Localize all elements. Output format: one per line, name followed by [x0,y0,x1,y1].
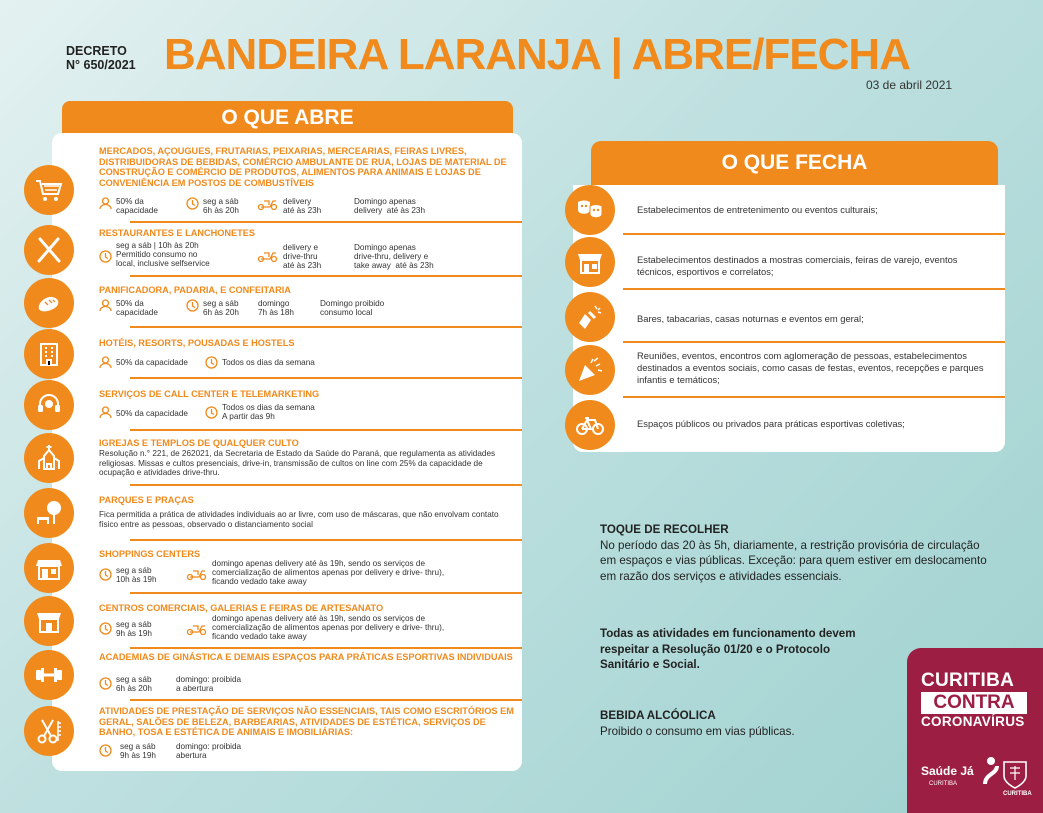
row-title: RESTAURANTES E LANCHONETES [99,228,256,238]
open-row-markets [52,133,522,223]
capacity-chip [99,406,188,419]
champagne-bottle-icon [565,292,615,342]
clock-icon [99,568,112,581]
publish-date: 03 de abril 2021 [866,78,953,92]
open-row-shoppings [52,541,522,594]
close-text: Espaços públicos ou privados para práticas esportivas coletivas; [637,418,905,429]
chip-text: Domingo proibido consumo local [320,299,385,317]
open-row-churches [52,431,522,486]
chip-text: 50% da capacidade [116,197,158,215]
dumbbell-icon [24,650,74,700]
chip-text: 50% da capacidade [116,409,188,418]
capacity-chip [99,299,158,317]
open-heading: O QUE ABRE [62,101,513,135]
close-row-entertainment [573,185,1005,235]
person-icon [99,356,112,369]
row-title: PANIFICADORA, PADARIA, E CONFEITARIA [99,285,291,295]
clock-icon [99,744,112,757]
bread-icon [24,278,74,328]
row-title: MERCADOS, AÇOUGUES, FRUTARIAS, PEIXARIAS, MERCEARIAS, FEIRAS LIVRES, DISTRIBUIDORAS DE BEBIDAS, COMÉRCIO AMBULANTE DE RUA, LOJAS DE MATERIAL DE CONSTRUÇÃO E COMÉRCIO DE PRODUTOS, ALIMENTOS PARA ANIMAIS E LOJAS DE CONVENIÊNCIA EM POSTOS DE COMBUSTÍVEIS [99,146,507,188]
clock-icon [99,622,112,635]
city-name: CURITIBA [1003,791,1032,797]
clock-icon [205,356,218,369]
market-stall-icon [24,596,74,646]
city-crest-icon [1001,758,1029,790]
curfew-text: No período das 20 às 5h, diariamente, a restrição provisória de circulação em espaços e vias públicas. Exceção: para quem estiver em deslocamento em razão dos serviços e atividades essenciais. [600,538,987,583]
bicycle-icon [565,400,615,450]
clock-icon [205,406,218,419]
open-row-callcenter [52,379,522,431]
fork-knife-icon [24,225,74,275]
row-title: HOTÉIS, RESORTS, POUSADAS E HOSTELS [99,338,295,348]
row-title: ATIVIDADES DE PRESTAÇÃO DE SERVIÇOS NÃO ESSENCIAIS, TAIS COMO ESCRITÓRIOS EM GERAL, SALÕES DE BELEZA, BARBEARIAS, ATIVIDADES DE ESTÉTICA, SERVIÇOS DE BANHO, TOSA E ESTÉTICA DE ANIMAIS E IMOBILIÁRIAS: [99,706,514,737]
storefront-icon [24,543,74,593]
park-bench-icon [24,488,74,538]
alcohol-title: BEBIDA ALCÓOLICA [600,709,716,722]
decree-id: N° 650/2021 [66,58,136,72]
scooter-icon [186,622,208,635]
delivery-chip [257,197,321,215]
row-title: IGREJAS E TEMPLOS DE QUALQUER CULTO [99,438,299,448]
hours-chip [99,620,152,638]
chip-text: seg a sáb 10h às 19h [116,566,157,584]
sunday-chip [354,197,425,215]
close-row-sports [573,398,1005,452]
church-icon [24,433,74,483]
open-row-galleries [52,594,522,649]
capacity-chip [99,356,188,369]
chip-text: Todos os dias da semana [222,358,315,367]
saude-ja-logo: Saúde Já [921,764,974,778]
hours-chip [99,241,210,268]
delivery-chip [257,243,321,270]
hours-chip [99,742,156,760]
badge-line1: CURITIBA [921,670,1015,691]
chip-text: seg a sáb 6h às 20h [203,299,239,317]
headset-icon [24,380,74,430]
curfew-block [600,522,990,584]
close-text: Bares, tabacarias, casas noturnas e eventos em geral; [637,313,864,324]
alcohol-block [600,708,890,739]
open-panel [52,133,522,771]
chip-text: 50% da capacidade [116,358,188,367]
chip-text: 50% da capacidade [116,299,158,317]
storefront-icon [565,237,615,287]
hours-chip [205,356,315,369]
person-logo-icon [983,756,999,786]
scooter-icon [257,197,279,210]
notice-text: Todas as atividades em funcionamento devem respeitar a Resolução 01/20 e o Protocolo Sanitário e Social. [600,627,856,671]
close-text: Reuniões, eventos, encontros com aglomeração de pessoas, estabelecimentos destinados a eventos sociais, como casas de festas, eventos, recepções e parques infantis e temáticos; [637,350,984,385]
building-icon [24,329,74,379]
curfew-title: TOQUE DE RECOLHER [600,523,729,536]
chip-text: seg a sáb 9h às 19h [120,742,156,760]
clock-icon [186,299,199,312]
hours-chip [186,197,239,215]
saude-ja-sub: CURITIBA [929,781,958,787]
hours-chip [205,403,315,421]
scissors-icon [24,706,74,756]
open-row-services [52,701,522,769]
chip-text: delivery e drive-thru até às 23h [283,243,322,270]
close-panel [573,185,1005,452]
chip-text: Domingo apenas drive-thru, delivery e take away até às 23h [354,243,434,270]
sunday-chip [320,299,384,317]
hours-chip [99,566,157,584]
chip-text: domingo: proibida a abertura [176,675,242,693]
hours-chip [186,299,239,317]
clock-icon [99,677,112,690]
sunday-chip [186,614,444,641]
chip-text: domingo apenas delivery até às 19h, sendo os serviços de comercialização de alimentos apenas por delivery e drive- thru), ficando vedado take away [212,559,445,586]
shopping-cart-icon [24,165,74,215]
badge-line2: CONTRA [921,692,1027,714]
curitiba-badge [907,648,1043,813]
chip-text: Todos os dias da semana A partir das 9h [222,403,315,421]
page-title: BANDEIRA LARANJA | ABRE/FECHA [164,30,910,79]
close-text: Estabelecimentos destinados a mostras comerciais, feiras de varejo, eventos técnicos, esportivos e correlatos; [637,254,958,277]
close-row-events [573,343,1005,398]
close-text: Estabelecimentos de entretenimento ou eventos culturais; [637,204,878,215]
open-row-parks [52,486,522,541]
chip-text: seg a sáb 9h às 19h [116,620,152,638]
open-row-hotels [52,328,522,379]
badge-line3: CORONAVÍRUS [921,714,1025,729]
row-title: SHOPPINGS CENTERS [99,549,201,559]
clock-icon [186,197,199,210]
scooter-icon [257,249,279,262]
chip-text: domingo: proibida abertura [176,742,242,760]
person-icon [99,406,112,419]
sunday-chip [186,559,444,586]
close-row-bars [573,290,1005,343]
alcohol-text: Proibido o consumo em vias públicas. [600,724,795,738]
capacity-chip [99,197,158,215]
decree-number [66,44,136,72]
row-desc: Resolução n.° 221, de 262021, da Secretaria de Estado da Saúde do Paraná, que regulamenta as atividades religiosas. Missas e cultos presenciais, drive-in, transmissão de cultos on line com 25% da capacidade de ocupação e atividades drive-thru. [99,449,496,477]
decree-label: DECRETO [66,44,127,58]
party-popper-icon [565,345,615,395]
clock-icon [99,250,112,263]
row-title: ACADEMIAS DE GINÁSTICA E DEMAIS ESPAÇOS PARA PRÁTICAS ESPORTIVAS INDIVIDUAIS [99,652,513,662]
theater-masks-icon [565,185,615,235]
chip-text: Domingo apenas delivery até às 23h [354,197,426,215]
sunday-chip [176,675,241,693]
close-row-fairs [573,235,1005,290]
close-heading: O QUE FECHA [591,141,998,185]
chip-text: delivery até às 23h [283,197,322,215]
chip-text: domingo apenas delivery até às 19h, sendo os serviços de comercialização de alimentos apenas por delivery e drive- thru), ficando vedado take away [212,614,445,641]
chip-text: domingo 7h às 18h [258,299,294,317]
sunday-chip [176,742,241,760]
row-title: SERVIÇOS DE CALL CENTER E TELEMARKETING [99,389,320,399]
row-title: CENTROS COMERCIAIS, GALERIAS E FEIRAS DE ARTESANATO [99,603,384,613]
person-icon [99,299,112,312]
open-row-restaurants [52,223,522,277]
open-row-gyms [52,649,522,701]
open-row-bakery [52,277,522,328]
chip-text: seg a sáb 6h às 20h [203,197,239,215]
hours-chip [99,675,152,693]
chip-text: seg a sáb | 10h às 20h Permitido consumo no local, inclusive selfservice [116,241,210,268]
person-icon [99,197,112,210]
sunday-chip [354,243,434,270]
sunday-hours-chip [258,299,294,317]
row-desc: Fica permitida a prática de atividades individuais ao ar livre, com uso de máscaras, que não envolvam contato físico entre as pessoas, observado o distanciamento social [99,510,499,529]
scooter-icon [186,567,208,580]
chip-text: seg a sáb 6h às 20h [116,675,152,693]
row-title: PARQUES E PRAÇAS [99,495,194,505]
